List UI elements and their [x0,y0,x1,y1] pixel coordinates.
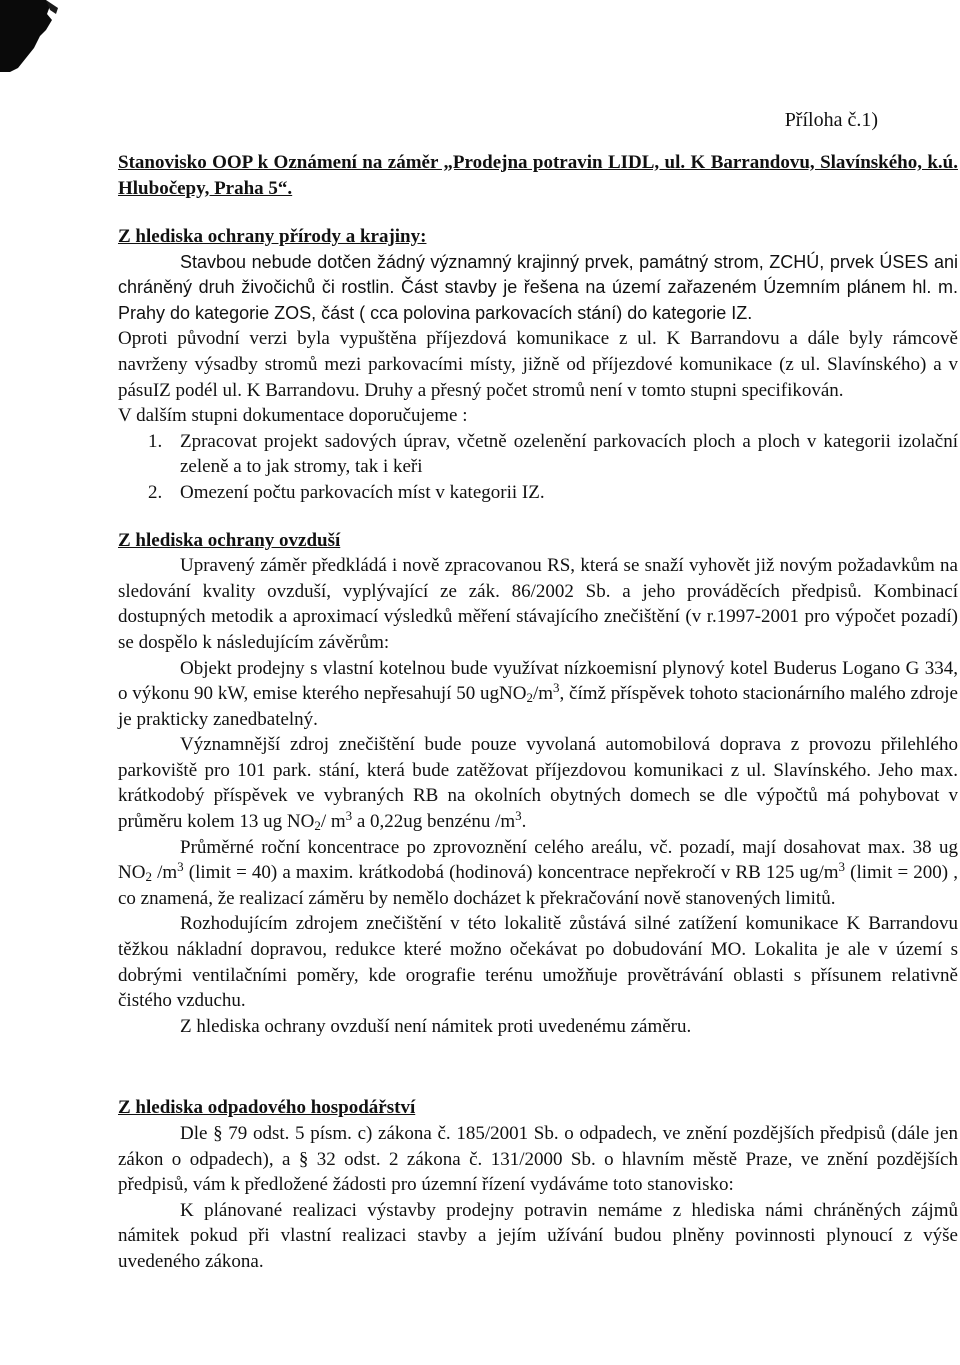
section-air [118,528,958,1040]
list-item [118,480,958,506]
list-number: 2. [148,481,163,503]
section-nature [118,224,958,506]
list-number: 1. [148,430,163,452]
list-text: Omezení počtu parkovacích míst v kategorii IZ. [180,481,545,503]
air-paragraph-4: Průměrné roční koncentrace po zprovoznění celého areálu, vč. pozadí, mají dosahovat max. 38 ug $NO_2$ $/m^3$ (limit = 40) a maxim. krátkodobá (hodinová) koncentrace nepřekročí v RB 125 $ug/m^3$ (limit = 200) , co znamená, že realizací záměru by nemělo docházet k překračování nově stanovených limitů. [118,836,958,909]
air-paragraph-1: Upravený záměr předkládá i nově zpracovanou RS, která se snaží vyhovět již novým požadavkům na sledování kvality ovzduší, vyplývající ze zák. 86/2002 Sb. a jeho prováděcích předpisů. Kombinací dostupných metodik a aproximací výsledků měření stávajícího znečištění (v r.1997-2001 pro výpočet pozadí) se dospělo k následujícím závěrům: [118,555,958,653]
document-title: Stanovisko OOP k Oznámení na záměr „Prodejna potravin LIDL, ul. K Barrandovu, Slavínského, k.ú. Hlubočepy, Praha 5“. [118,152,958,199]
list-item [118,429,958,480]
nature-paragraph-2: Oproti původní verzi byla vypuštěna příjezdová komunikace z ul. K Barrandovu a dále byly rámcově navrženy výsadby stromů mezi parkovacími místy, jižně od příjezdové komunikace (z ul. Slavínského) a v pásuIZ podél ul. K Barrandovu. Druhy a přesný počet stromů není v tomto stupni specifikován. [118,328,958,401]
scan-corner-mark [0,0,60,72]
air-paragraph-2: Objekt prodejny s vlastní kotelnou bude využívat nízkoemisní plynový kotel Buderus Logano G 334, o výkonu 90 kW, emise kterého nepřesahují 50 $ugNO_2/m^3$, čímž příspěvek tohoto stacionárního malého zdroje je prakticky zanedbatelný. [118,657,958,730]
nature-paragraph-1: Stavbou nebude dotčen žádný významný krajinný prvek, památný strom, ZCHÚ, prvek ÚSES ani chráněný druh živočichů či rostlin. Část stavby je řešena na území zařazeném Územním plánem hl. m. Prahy do kategorie ZOS, část ( cca polovina parkovacích stání) do kategorie IZ. [118,251,958,323]
heading-nature: Z hlediska ochrany přírody a krajiny: [118,226,427,247]
recommendation-list [118,429,958,506]
heading-waste: Z hlediska odpadového hospodářství [118,1097,416,1119]
nature-paragraph-3: V dalším stupni dokumentace doporučujeme : [118,405,468,427]
waste-paragraph-2: K plánované realizaci výstavby prodejny potravin nemáme z hlediska námi chráněných zájmů námitek pokud při vlastní realizaci stavby a jejím užívání budou plněny povinnosti plynoucí z výše uvedeného zákona. [118,1199,958,1272]
section-waste [118,1095,958,1274]
air-paragraph-5: Rozhodujícím zdrojem znečištění v této lokalitě zůstává silné zatížení komunikace K Barrandovu těžkou nákladní dopravou, redukce které možno očekávat po dobudování MO. Lokalita je ale v území s dobrými ventilačními poměry, kde orografie terénu umožňuje provětrávání oblasti s přísunem relativně čistého vzduchu. [118,913,958,1012]
document-body [118,150,958,1275]
air-conclusion: Z hlediska ochrany ovzduší není námitek proti uvedenému záměru. [180,1015,692,1037]
list-text: Zpracovat projekt sadových úprav, včetně ozelenění parkovacích ploch a ploch v kategorii izolační zeleně a to jak stromy, tak i keři [180,430,958,478]
annex-label: Příloha č.1) [784,109,878,131]
waste-paragraph-1: Dle § 79 odst. 5 písm. c) zákona č. 185/2001 Sb. o odpadech, ve znění pozdějších předpisů (dále jen zákon o odpadech), a § 32 odst. 2 zákona č. 131/2000 Sb. o hlavním městě Praze, ve znění pozdějších předpisů, vám k předložené žádosti pro územní řízení vydáváme toto stanovisko: [118,1123,958,1196]
heading-air: Z hlediska ochrany ovzduší [118,529,341,551]
air-paragraph-3: Významnější zdroj znečištění bude pouze vyvolaná automobilová doprava z provozu přilehlého parkoviště pro 101 park. stání, která bude zatěžovat příjezdovou komunikaci z ul. Slavínského. Jeho max. krátkodobý příspěvek ve vybraných RB na okolních obytných domech se dle výpočtů má pohybovat v průměru kolem 13 ug $NO_2/$ $m^3$ a 0,22ug benzénu $/m^3$. [118,734,958,834]
